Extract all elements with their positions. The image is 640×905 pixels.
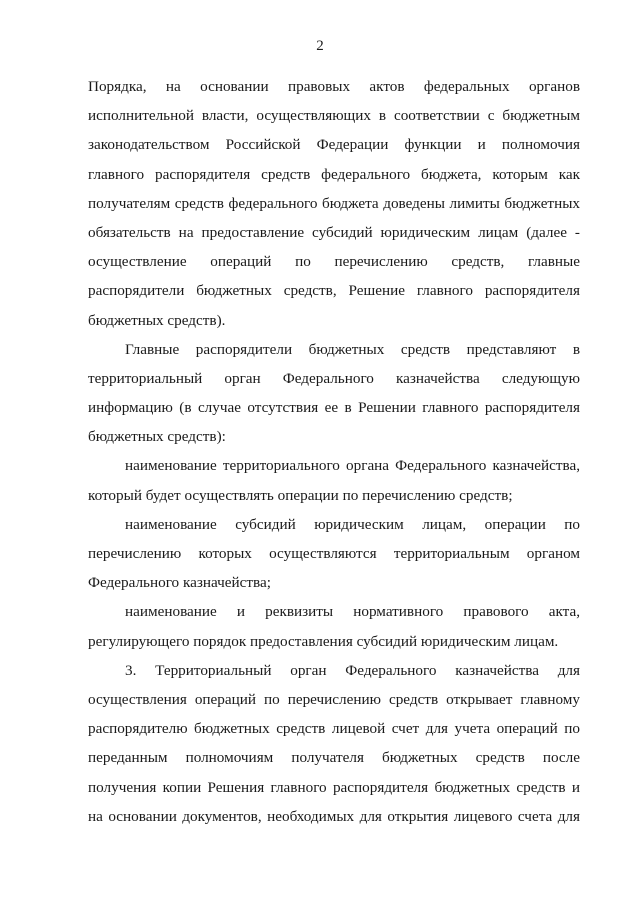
text-line: получения копии Решения главного распорядителя бюджетных средств и bbox=[88, 778, 580, 796]
text-line: главного распорядителя средств федерального бюджета, которым как bbox=[88, 165, 580, 183]
page-number: 2 bbox=[316, 38, 324, 54]
document-body bbox=[88, 72, 580, 831]
text-line: распорядителю бюджетных средств лицевой счет для учета операций по bbox=[88, 720, 580, 738]
text-line: территориальный орган Федерального казначейства следующую bbox=[88, 369, 580, 387]
text-line: обязательств на предоставление субсидий юридическим лицам (далее - bbox=[88, 223, 580, 241]
text-line: наименование территориального органа Федерального казначейства, bbox=[125, 457, 580, 475]
text-line: регулирующего порядок предоставления субсидий юридическим лицам. bbox=[88, 632, 559, 650]
text-line: распорядители бюджетных средств, Решение главного распорядителя bbox=[88, 282, 580, 300]
text-line: информацию (в случае отсутствия ее в Решении главного распорядителя bbox=[88, 399, 580, 417]
text-line: Федерального казначейства; bbox=[88, 574, 271, 592]
text-line: Главные распорядители бюджетных средств представляют в bbox=[125, 340, 580, 358]
text-line: на основании документов, необходимых для открытия лицевого счета для bbox=[88, 807, 580, 825]
text-line: получателям средств федерального бюджета доведены лимиты бюджетных bbox=[88, 194, 580, 212]
text-line: наименование субсидий юридическим лицам, операции по bbox=[125, 515, 580, 533]
text-line: бюджетных средств). bbox=[88, 311, 226, 329]
text-line: законодательством Российской Федерации функции и полномочия bbox=[88, 136, 580, 154]
text-line: осуществление операций по перечислению средств, главные bbox=[88, 253, 580, 271]
text-line: бюджетных средств): bbox=[88, 428, 226, 446]
text-line: который будет осуществлять операции по перечислению средств; bbox=[88, 486, 513, 504]
text-line: Порядка, на основании правовых актов федеральных органов bbox=[88, 78, 580, 95]
text-line: перечислению которых осуществляются территориальным органом bbox=[88, 545, 580, 562]
text-line: переданным полномочиям получателя бюджетных средств после bbox=[88, 749, 580, 767]
text-line: наименование и реквизиты нормативного правового акта, bbox=[125, 603, 580, 621]
text-line: 3. Территориальный орган Федерального казначейства для bbox=[125, 661, 580, 679]
text-line: исполнительной власти, осуществляющих в соответствии с бюджетным bbox=[88, 107, 580, 125]
text-line: осуществления операций по перечислению средств открывает главному bbox=[88, 690, 580, 708]
